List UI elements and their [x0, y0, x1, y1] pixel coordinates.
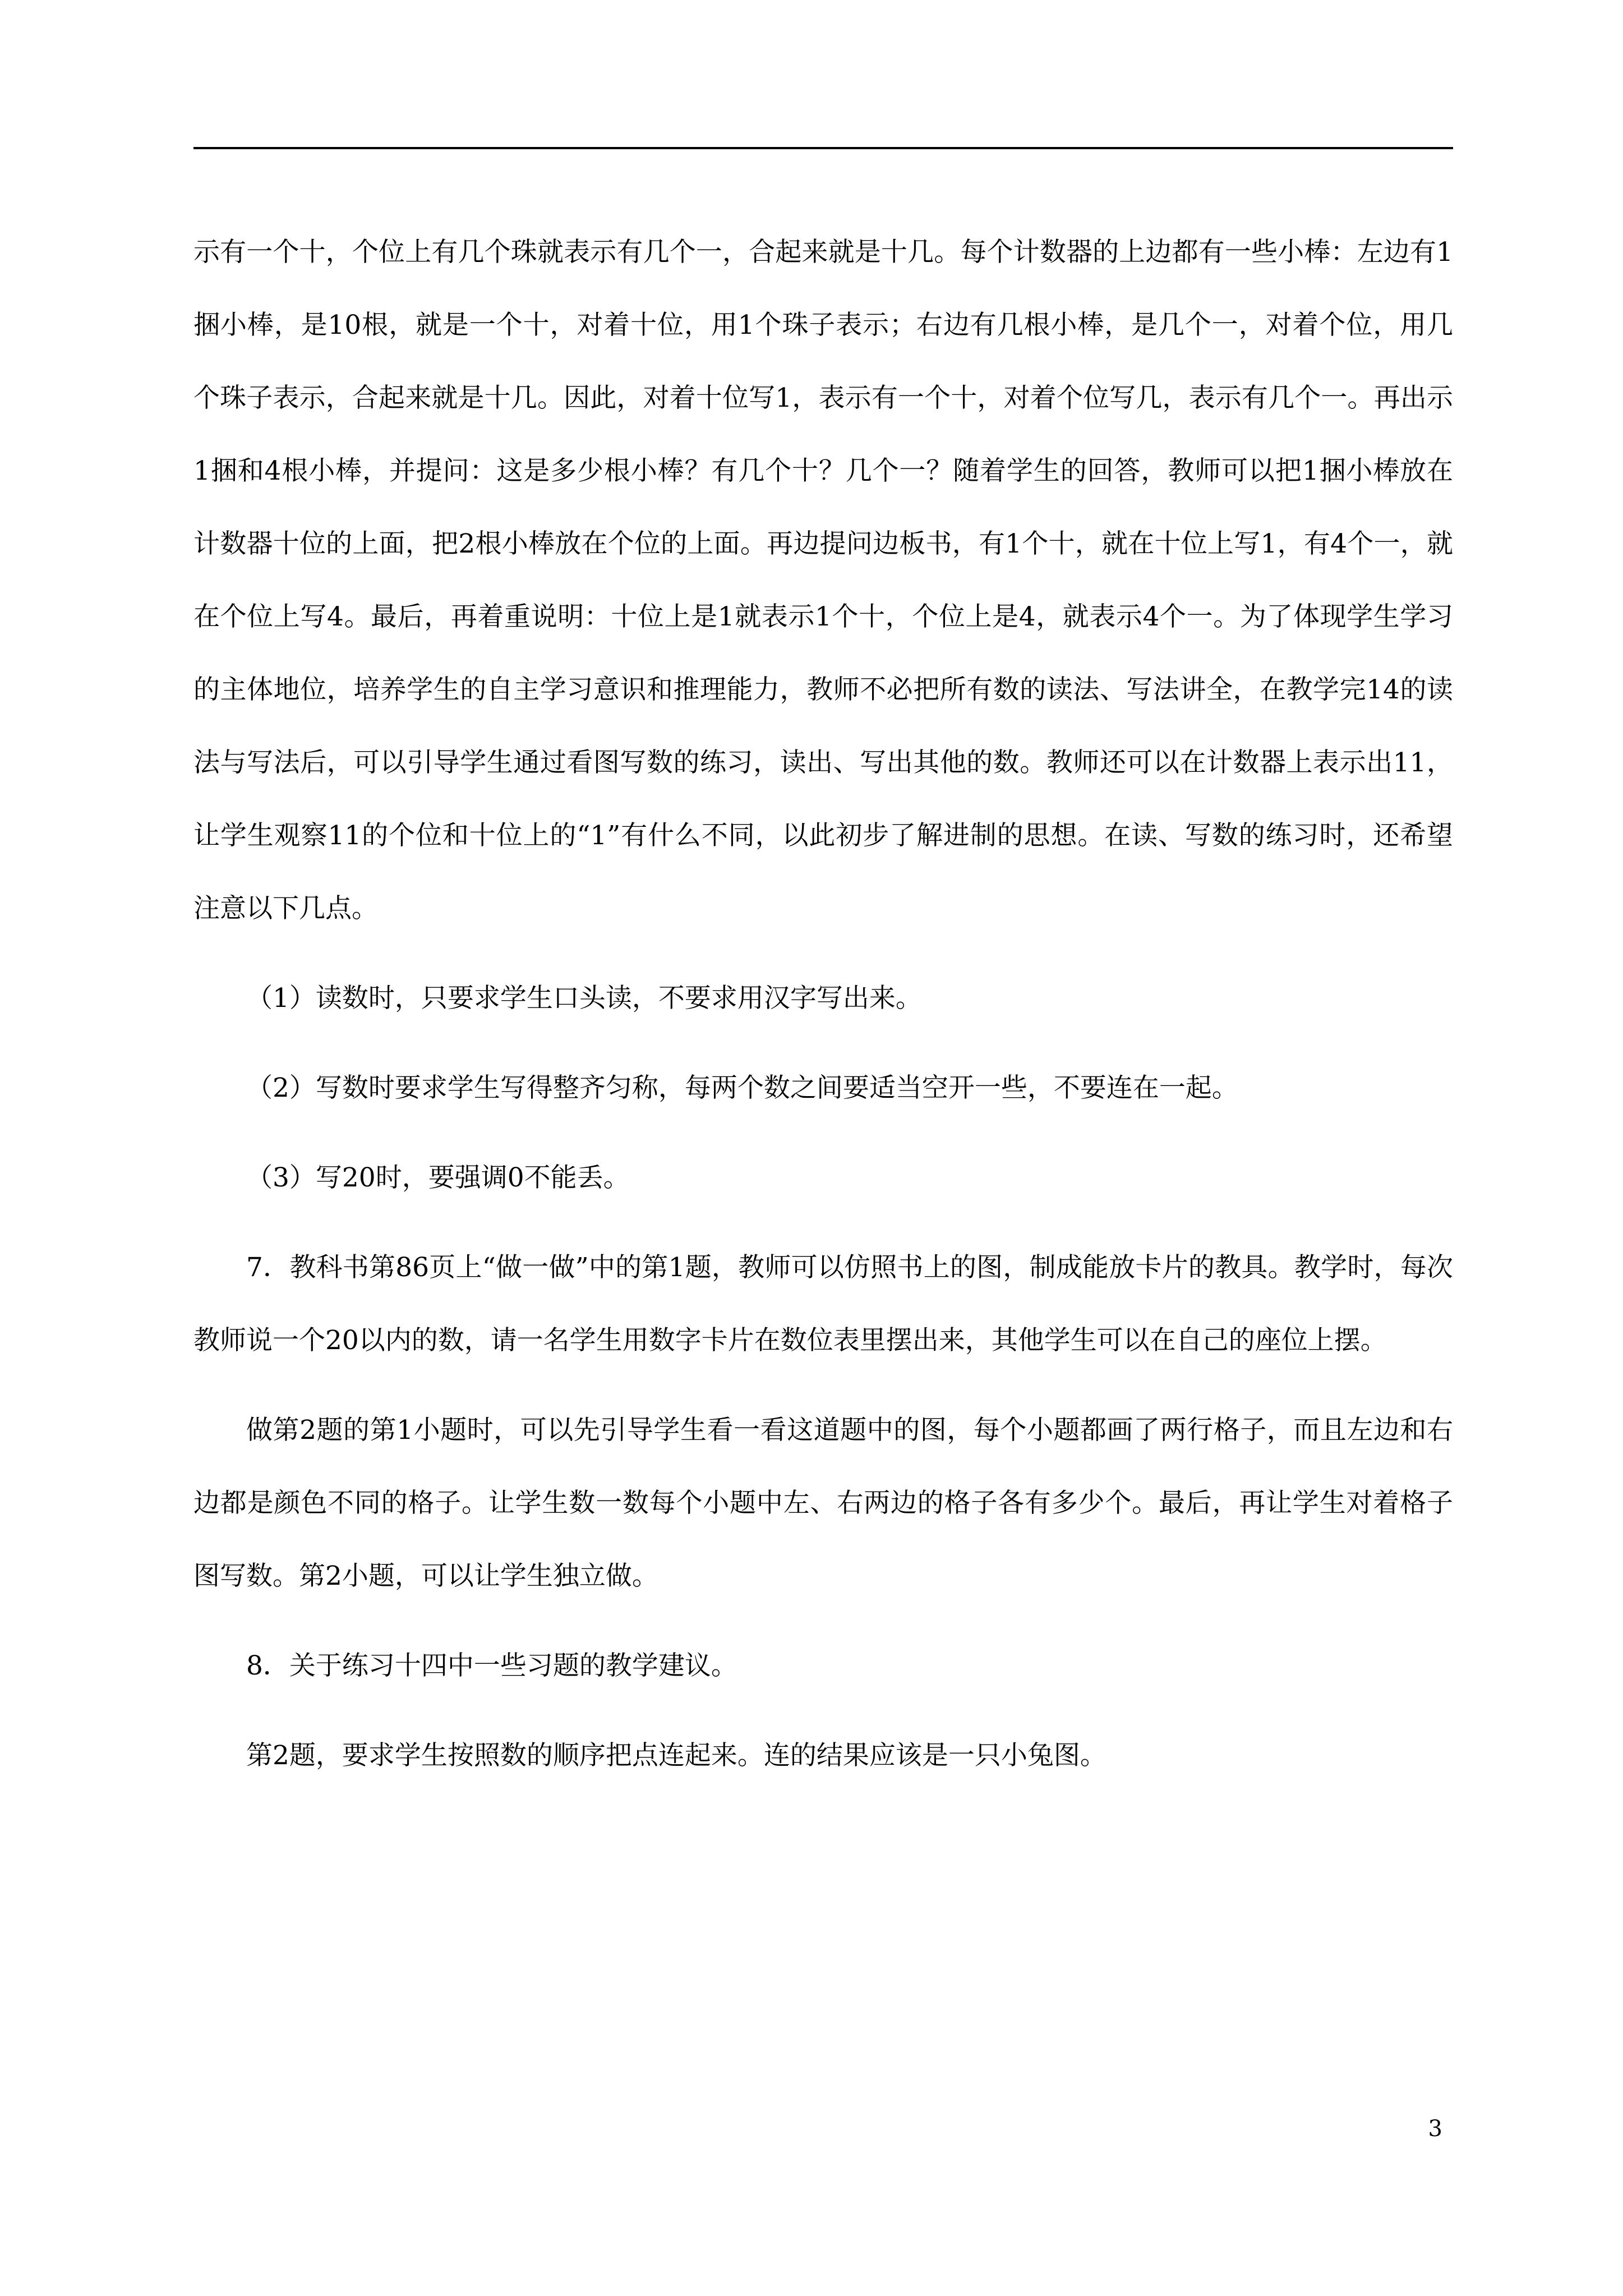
page-body [193, 216, 1453, 1792]
exercise-14-2-paragraph: 第2题，要求学生按照数的顺序把点连起来。连的结果应该是一只小兔图。 [246, 1740, 1106, 1771]
section-7-paragraph: 7．教科书第86页上“做一做”中的第1题，教师可以仿照书上的图，制成能放卡片的教具。教学时，每次教师说一个20以内的数，请一名学生用数字卡片在数位表里摆出来，其他学生可以在自己的座位上摆。 [193, 1252, 1453, 1356]
list-item-1: （1）读数时，只要求学生口头读，不要求用汉字写出来。 [246, 983, 922, 1014]
section-8-heading: 8．关于练习十四中一些习题的教学建议。 [246, 1650, 737, 1681]
list-item-2: （2）写数时要求学生写得整齐匀称，每两个数之间要适当空开一些，不要连在一起。 [246, 1073, 1238, 1103]
page-number: 3 [1428, 2116, 1442, 2142]
exercise-2-paragraph: 做第2题的第1小题时，可以先引导学生看一看这道题中的图，每个小题都画了两行格子，而且左边和右边都是颜色不同的格子。让学生数一数每个小题中左、右两边的格子各有多少个。最后，再让学生对着格子图写数。第2小题，可以让学生独立做。 [193, 1415, 1453, 1591]
header-rule [193, 147, 1453, 149]
paragraph-continued: 示有一个十，个位上有几个珠就表示有几个一，合起来就是十几。每个计数器的上边都有一些小棒：左边有1捆小棒，是10根，就是一个十，对着十位，用1个珠子表示；右边有几根小棒，是几个一，对着个位，用几个珠子表示，合起来就是十几。因此，对着十位写1，表示有一个十，对着个位写几，表示有几个一。再出示1捆和4根小棒，并提问：这是多少根小棒？有几个十？几个一？随着学生的回答，教师可以把1捆小棒放在计数器十位的上面，把2根小棒放在个位的上面。再边提问边板书，有1个十，就在十位上写1，有4个一，就在个位上写4。最后，再着重说明：十位上是1就表示1个十，个位上是4，就表示4个一。为了体现学生学习的主体地位，培养学生的自主学习意识和推理能力，教师不必把所有数的读法、写法讲全，在教学完14的读法与写法后，可以引导学生通过看图写数的练习，读出、写出其他的数。教师还可以在计数器上表示出11，让学生观察11的个位和十位上的“1”有什么不同，以此初步了解进制的思想。在读、写数的练习时，还希望注意以下几点。 [193, 237, 1453, 924]
list-item-3: （3）写20时，要强调0不能丢。 [246, 1162, 630, 1193]
